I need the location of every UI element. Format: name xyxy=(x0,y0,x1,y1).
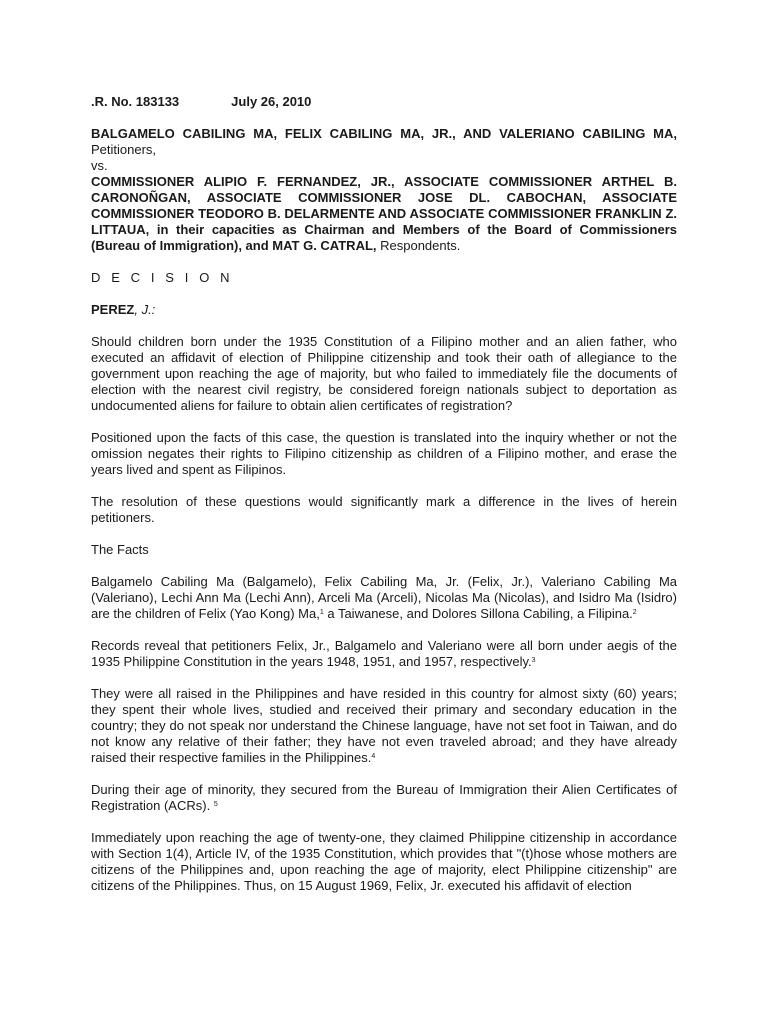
petitioners-label: Petitioners, xyxy=(91,142,157,157)
petitioners-block xyxy=(91,126,677,158)
paragraph-5 xyxy=(91,638,677,670)
ponente-name: PEREZ xyxy=(91,302,135,317)
footnote-4-link[interactable]: 4 xyxy=(371,753,376,760)
paragraph-7-text: During their age of minority, they secured from the Bureau of Immigration their Alien Certificates of Registration (ACRs). xyxy=(91,782,677,813)
paragraph-3: The resolution of these questions would significantly mark a difference in the lives of herein petitioners. xyxy=(91,494,677,525)
versus: vs. xyxy=(91,158,108,173)
facts-heading: The Facts xyxy=(91,542,149,557)
paragraph-4-text-a: Balgamelo Cabiling Ma (Balgamelo), Felix Cabiling Ma, Jr. (Felix, Jr.), Valeriano Cabiling Ma (Valeriano), Lechi Ann Ma (Lechi Ann), Arceli Ma (Arceli), Nicolas Ma (Nicolas), and Isidro Ma (Isidro) are the children of Felix (Yao Kong) Ma, xyxy=(91,574,677,621)
paragraph-2: Positioned upon the facts of this case, the question is translated into the inquiry whether or not the omission negates their rights to Filipino citizenship as children of a Filipino mother, and erase the years lived and spent as Filipinos. xyxy=(91,430,677,477)
footnote-3-link[interactable]: 3 xyxy=(531,657,536,664)
ponente-title: , J.: xyxy=(134,302,156,317)
ponente xyxy=(91,302,677,318)
respondents-names: COMMISSIONER ALIPIO F. FERNANDEZ, JR., ASSOCIATE COMMISSIONER ARTHEL B. CARONOÑGAN, ASSOCIATE COMMISSIONER JOSE DL. CABOCHAN, ASSOCIATE COMMISSIONER TEODORO B. DELARMENTE AND ASSOCIATE COMMISSIONER FRANKLIN Z. LITTAUA, in their capacities as Chairman and Members of the Board of Commissioners (Bureau of Immigration), and MAT G. CATRAL, xyxy=(91,174,677,253)
paragraph-6-text: They were all raised in the Philippines and have resided in this country for almost sixty (60) years; they spent their whole lives, studied and received their primary and secondary education in the country; they do not speak nor understand the Chinese language, have not set foot in Taiwan, and do not know any relative of their father; they have not even traveled abroad; and they have already raised their respective families in the Philippines. xyxy=(91,686,677,765)
case-date: July 26, 2010 xyxy=(231,94,312,109)
respondents-label: Respondents. xyxy=(376,238,461,253)
paragraph-6 xyxy=(91,686,677,766)
paragraph-5-text: Records reveal that petitioners Felix, Jr., Balgamelo and Valeriano were all born under aegis of the 1935 Philippine Constitution in the years 1948, 1951, and 1957, respectively. xyxy=(91,638,677,669)
paragraph-4 xyxy=(91,574,677,622)
footnote-5-link[interactable]: 5 xyxy=(213,801,218,808)
paragraph-1: Should children born under the 1935 Constitution of a Filipino mother and an alien father, who executed an affidavit of election of Philippine citizenship and took their oath of allegiance to the government upon reaching the age of majority, but who failed to immediately file the documents of election with the nearest civil registry, be considered foreign nationals subject to deportation as undocumented aliens for failure to obtain alien certificates of registration? xyxy=(91,334,677,413)
paragraph-8: Immediately upon reaching the age of twenty-one, they claimed Philippine citizenship in accordance with Section 1(4), Article IV, of the 1935 Constitution, which provides that "(t)hose whose mothers are citizens of the Philippines and, upon reaching the age of majority, elect Philippine citizenship" are citizens of the Philippines. Thus, on 15 August 1969, Felix, Jr. executed his affidavit of election xyxy=(91,830,677,893)
paragraph-7 xyxy=(91,782,677,814)
document-body xyxy=(91,94,677,894)
footnote-1-link[interactable]: 1 xyxy=(319,609,324,616)
footnote-2-link[interactable]: 2 xyxy=(632,609,637,616)
case-number: .R. No. 183133 xyxy=(91,94,180,109)
respondents-block xyxy=(91,174,677,254)
paragraph-4-text-b: a Taiwanese, and Dolores Sillona Cabiling, a Filipina. xyxy=(323,606,633,621)
petitioners-names: BALGAMELO CABILING MA, FELIX CABILING MA, JR., AND VALERIANO CABILING MA, xyxy=(91,126,677,141)
decision-heading: D E C I S I O N xyxy=(91,270,234,285)
case-header xyxy=(91,94,677,110)
